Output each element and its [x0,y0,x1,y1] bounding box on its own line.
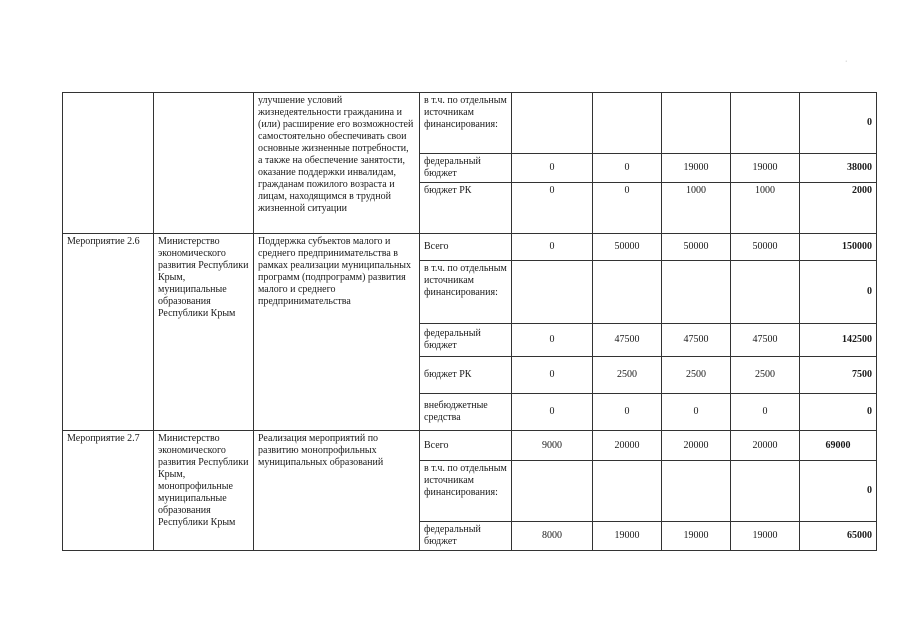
value-cell: 19000 [731,154,800,183]
value-cell: 0 [593,183,662,234]
total-cell: 150000 [800,234,877,261]
value-cell: 2500 [593,357,662,394]
source-cell: федеральный бюджет [420,324,512,357]
total-cell: 7500 [800,357,877,394]
source-cell: Всего [420,431,512,461]
value-cell [662,461,731,522]
table-row [63,431,877,461]
total-cell: 69000 [800,431,877,461]
value-cell: 2500 [731,357,800,394]
value-cell: 8000 [512,522,593,551]
source-cell: в т.ч. по отдельным источникам финансирования: [420,461,512,522]
value-cell: 19000 [662,154,731,183]
total-cell: 2000 [800,183,877,234]
value-cell: 0 [593,154,662,183]
value-cell: 0 [512,324,593,357]
executor-cell: Министерство экономического развития Республики Крым, монопрофильные муниципальные образования Республики Крым [154,431,254,551]
value-cell: 0 [731,394,800,431]
source-cell: бюджет РК [420,183,512,234]
executor-cell: Министерство экономического развития Республики Крым, муниципальные образования Республики Крым [154,234,254,431]
funding-table [62,92,877,551]
value-cell: 20000 [731,431,800,461]
total-cell: 65000 [800,522,877,551]
value-cell: 20000 [662,431,731,461]
value-cell: 47500 [662,324,731,357]
executor-cell [154,93,254,234]
value-cell: 1000 [731,183,800,234]
total-cell: 142500 [800,324,877,357]
value-cell: 19000 [593,522,662,551]
total-cell: 0 [800,261,877,324]
value-cell [662,261,731,324]
value-cell: 0 [662,394,731,431]
description-cell: Реализация мероприятий по развитию монопрофильных муниципальных образований [254,431,420,551]
table-row [63,93,877,154]
total-cell: 38000 [800,154,877,183]
value-cell: 50000 [731,234,800,261]
value-cell: 0 [512,234,593,261]
source-cell: в т.ч. по отдельным источникам финансирования: [420,261,512,324]
value-cell: 20000 [593,431,662,461]
value-cell: 0 [593,394,662,431]
value-cell: 9000 [512,431,593,461]
value-cell [662,93,731,154]
value-cell [593,93,662,154]
source-cell: федеральный бюджет [420,522,512,551]
value-cell [512,93,593,154]
value-cell: 19000 [731,522,800,551]
event-cell: Мероприятие 2.6 [63,234,154,431]
source-cell: в т.ч. по отдельным источникам финансирования: [420,93,512,154]
value-cell: 47500 [731,324,800,357]
value-cell [512,461,593,522]
description-cell: улучшение условий жизнедеятельности гражданина и (или) расширение его возможностей самостоятельно обеспечивать свои основные жизненные потребности, а также на обеспечение занятости, оказание поддержки инвалидам, гражданам пожилого возраста и лицам, находящимся в трудной жизненной ситуации [254,93,420,234]
event-cell [63,93,154,234]
source-cell: бюджет РК [420,357,512,394]
total-cell: 0 [800,93,877,154]
value-cell: 0 [512,154,593,183]
value-cell [731,93,800,154]
table-row [63,234,877,261]
value-cell: 1000 [662,183,731,234]
event-cell: Мероприятие 2.7 [63,431,154,551]
total-cell: 0 [800,461,877,522]
value-cell: 19000 [662,522,731,551]
description-cell: Поддержка субъектов малого и среднего предпринимательства в рамках реализации муниципальных программ (подпрограмм) развития малого и среднего предпринимательства [254,234,420,431]
value-cell: 2500 [662,357,731,394]
value-cell: 50000 [593,234,662,261]
value-cell [512,261,593,324]
value-cell: 47500 [593,324,662,357]
value-cell [593,461,662,522]
value-cell [731,261,800,324]
corner-mark: · [845,58,848,65]
value-cell: 0 [512,394,593,431]
total-cell: 0 [800,394,877,431]
value-cell: 0 [512,183,593,234]
source-cell: Всего [420,234,512,261]
value-cell: 0 [512,357,593,394]
source-cell: внебюджетные средства [420,394,512,431]
value-cell: 50000 [662,234,731,261]
value-cell [731,461,800,522]
source-cell: федеральный бюджет [420,154,512,183]
value-cell [593,261,662,324]
